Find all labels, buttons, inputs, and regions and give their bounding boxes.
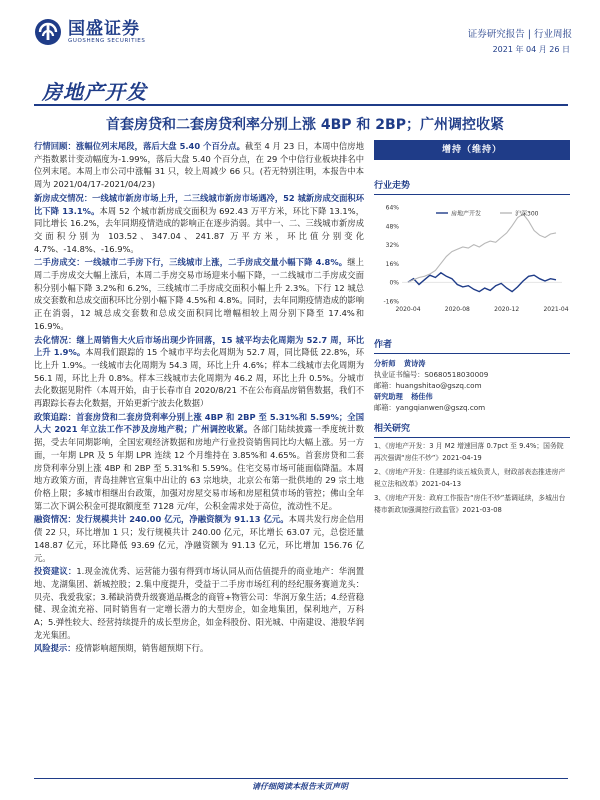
- x-tick-label: 2021-04: [543, 306, 569, 313]
- y-tick-label: -16%: [383, 298, 399, 306]
- body-paragraph: [34, 192, 364, 256]
- body-paragraph: [34, 513, 364, 564]
- x-tick-label: 2020-04: [395, 306, 421, 313]
- report-headline: 首套房贷和二套房贷利率分别上涨 4BP 和 2BP；广州调控收紧: [106, 117, 504, 133]
- related-item[interactable]: 1、《房地产开发：3 月 M2 增速回落 0.7pct 至 9.4%；国务院再次强调“房住不炒”》2021-04-19: [374, 442, 564, 462]
- paragraph-lead: 行情回顾：: [34, 141, 76, 151]
- footer-disclaimer: 请仔细阅读本报告末页声明: [252, 782, 348, 791]
- report-type: 证券研究报告 | 行业周报: [467, 29, 572, 40]
- author-title: 作者: [374, 337, 570, 354]
- analyst1-line: [374, 358, 570, 369]
- header-divider: [34, 104, 568, 106]
- body-paragraph: [34, 565, 364, 641]
- rating-badge: 增持（维持）: [374, 140, 570, 160]
- y-tick-label: 0%: [389, 279, 399, 287]
- paragraph-lead: 二手房成交：: [34, 257, 85, 268]
- y-tick-label: 64%: [385, 204, 399, 212]
- paragraph-highlight: 继上周销售大火后市场出现少许回落，15 城平均去化周期为 52.7 周，环比上升 1.9%。: [34, 334, 364, 358]
- related-item[interactable]: 3、《房地产开发：政府工作报告“房住不炒”基调延续，多城出台楼市新政加强调控行政监管》2021-03-08: [374, 494, 566, 514]
- body-paragraph: [34, 411, 364, 513]
- body-paragraph: [34, 256, 364, 332]
- analyst1-name: 黄诗涛: [403, 359, 426, 368]
- paragraph-lead: 投资建议：: [34, 566, 77, 577]
- body-paragraph: [34, 642, 364, 655]
- report-date: 2021 年 04 月 26 日: [492, 45, 570, 54]
- paragraph-highlight: 发行规模共计 240.00 亿元，净融资额为 91.13 亿元。: [75, 514, 289, 525]
- analyst1-role: 分析师: [374, 359, 396, 368]
- analyst2-line: [374, 391, 570, 402]
- body-paragraph: [34, 140, 364, 191]
- logo-mark-icon: [34, 18, 62, 46]
- paragraph-text: 本周 52 个城市新房成交面积为 692.43 万平方米，环比下降 13.1%，同比增长 16.2%，去年同期疫情造成的影响正在逐步消弱。其中一、二、三线城市新房成交面积分别为 103.52、347.04、241.87 万平方米，环比值分别变化 4.7%、-14.8%、-16.9%。: [34, 205, 364, 254]
- analyst2-email[interactable]: 邮箱：yangqianwen@gszq.com: [374, 403, 486, 412]
- trend-title: 行业走势: [374, 178, 570, 195]
- paragraph-lead: 政策追踪：: [34, 411, 76, 422]
- analyst2-role: 研究助理: [374, 392, 403, 401]
- paragraph-lead: 去化情况：: [34, 334, 77, 345]
- paragraph-lead: 新房成交情况：: [34, 192, 93, 203]
- legend-label-hs300: 沪深300: [515, 210, 539, 218]
- y-tick-label: 32%: [385, 242, 399, 250]
- main-body: [34, 140, 364, 656]
- paragraph-lead: 风险提示：: [34, 643, 76, 654]
- paragraph-highlight: 涨幅位列末尾段，落后大盘 5.40 个百分点。: [75, 141, 246, 151]
- paragraph-highlight: 首套房贷和二套房贷利率分别上涨 4BP 和 2BP 至 5.31%和 5.59%；全国人大 2021 年立法工作不涉及房地产税；广州调控收紧。: [34, 411, 364, 435]
- footer-divider: [34, 778, 568, 779]
- related-title: 相关研究: [374, 421, 570, 438]
- paragraph-text: 继上周二手房成交大幅上涨后，本周二手房交易市场迎来小幅下降，一二线城市二手房成交面积分别小幅下降 3.2%和 6.2%，三线城市二手房成交面积小幅上升 2.3%。下行 12 城总成交套数和总成交面积环比分别小幅下降 4.5%和 4.8%。同时，去年同期疫情造成的影响正在消弱，12 城总成交套数和总成交面积同比增幅相较上周分别下降至 17.4%和 16.9%。: [34, 257, 364, 331]
- paragraph-text: 疫情影响超预期，销售超预期下行。: [75, 643, 209, 654]
- y-tick-label: 48%: [385, 223, 399, 231]
- related-item[interactable]: 2、《房地产开发：住建部约谈五城负责人，财政部表态推进房产税立法和改革》2021-04-13: [374, 468, 566, 488]
- paragraph-lead: 融资情况：: [34, 514, 76, 525]
- company-logo: [34, 18, 145, 46]
- paragraph-text: 截至 4 月 23 日，本周中信房地产指数累计变动幅度为-1.99%，落后大盘 5.40 个百分点，在 29 个中信行业板块排名中位列末尾。本周上市公司中涨幅 31 只，较上周减少 66 只。(若无特别注明，本报告中本周为 2021/04/17-2021/04/23): [34, 141, 364, 190]
- y-tick-label: 16%: [385, 260, 399, 268]
- logo-text-en: GUOSHENG SECURITIES: [68, 37, 146, 44]
- paragraph-highlight: 一线城市新房市场上升，二三线城市新房市场遇冷，52 城新房成交面积环比下降 13.1%。: [34, 192, 364, 216]
- x-tick-label: 2020-12: [494, 306, 520, 313]
- sector-title: 房地产开发: [42, 80, 147, 104]
- analyst2-name: 杨佳伟: [411, 392, 433, 401]
- analyst1-cert: 执业证书编号：S0680518030009: [374, 370, 489, 379]
- report-header: [0, 0, 600, 58]
- paragraph-text: 本周我们跟踪的 15 个城市平均去化周期为 52.7 周，同比降低 22.8%，环比上升 1.9%。一线城市去化周期为 54.3 周，环比上升 4.6%；样本二线城市去化周期为 56.1 周，环比上升 0.8%。样本三线城市去化周期为 46.2 周，环比上升 0.5%。分城市去化数据见附件（本周开始，由于长春市自 2020/8/21 不在公布商品房销售数据，我们不再跟踪长春去化数据，开始更新宁波去化数据）: [34, 347, 364, 409]
- paragraph-text: 本周共发行房企信用债 22 只，环比增加 1 只；发行规模共计 240.00 亿元，环比增长 63.07 元，总偿还量 148.87 亿元，环比降低 93.69 亿元，净融资额为 91.13 亿元，环比增加 156.76 亿元。: [34, 514, 364, 563]
- logo-text-cn: 国盛证券: [68, 18, 140, 39]
- legend-label-property: 房地产开发: [451, 210, 482, 218]
- paragraph-highlight: 一线城市二手房下行，三线城市上涨，二手房成交量小幅下降 4.8%。: [84, 257, 348, 268]
- series-line-hs300: [408, 214, 556, 282]
- sidebar: [374, 140, 570, 516]
- trend-chart: [374, 201, 570, 321]
- analyst1-email[interactable]: 邮箱：huangshitao@gszq.com: [374, 381, 482, 390]
- body-paragraph: [34, 334, 364, 410]
- x-tick-label: 2020-08: [444, 306, 470, 313]
- trend-chart-svg: [374, 201, 570, 321]
- paragraph-text: 各部门陆续披露一季度统计数据，受去年同期影响，全国宏观经济数据和房地产行业投资销售同比均大幅上涨。另一方面，一年期 LPR 及 5 年期 LPR 连续 12 个月维持在 3.85%和 4.65%。首套房贷和二套房贷利率分别上涨 4BP 和 2BP 至 5.31%和 5.59%。住宅交易市场可能面临降温。本周地方政策方面，青岛挂牌官宣集中出让的 63 宗地块，北京公布第一批供地的 29 宗土地价格上限；多城市相继出台政策，加强对房屋交易市场和房屋租赁市场的管控；佛山全年第二次下调公积金可提取额度至 7128 元/年，公积金需求处于高位，流动性不足。: [34, 424, 364, 511]
- paragraph-text: 1.现金流优秀、运营能力强有得到市场认同从而估值提升的商业地产：华润置地、龙湖集团、新城控股；2.集中度提升，受益于二手房市场红利的经纪服务赛道龙头：贝壳、我爱我家；3.稀缺消费升级赛道品概念的商管+物管公司：华润万象生活；4.经营稳健、现金流充裕、同时销售有一定增长潜力的大型房企，如金地集团，保利地产，万科 A；5.弹性较大、经营持续提升的成长型房企，如金科股份、阳光城、中南建设、港股华润龙光集团。: [34, 566, 364, 640]
